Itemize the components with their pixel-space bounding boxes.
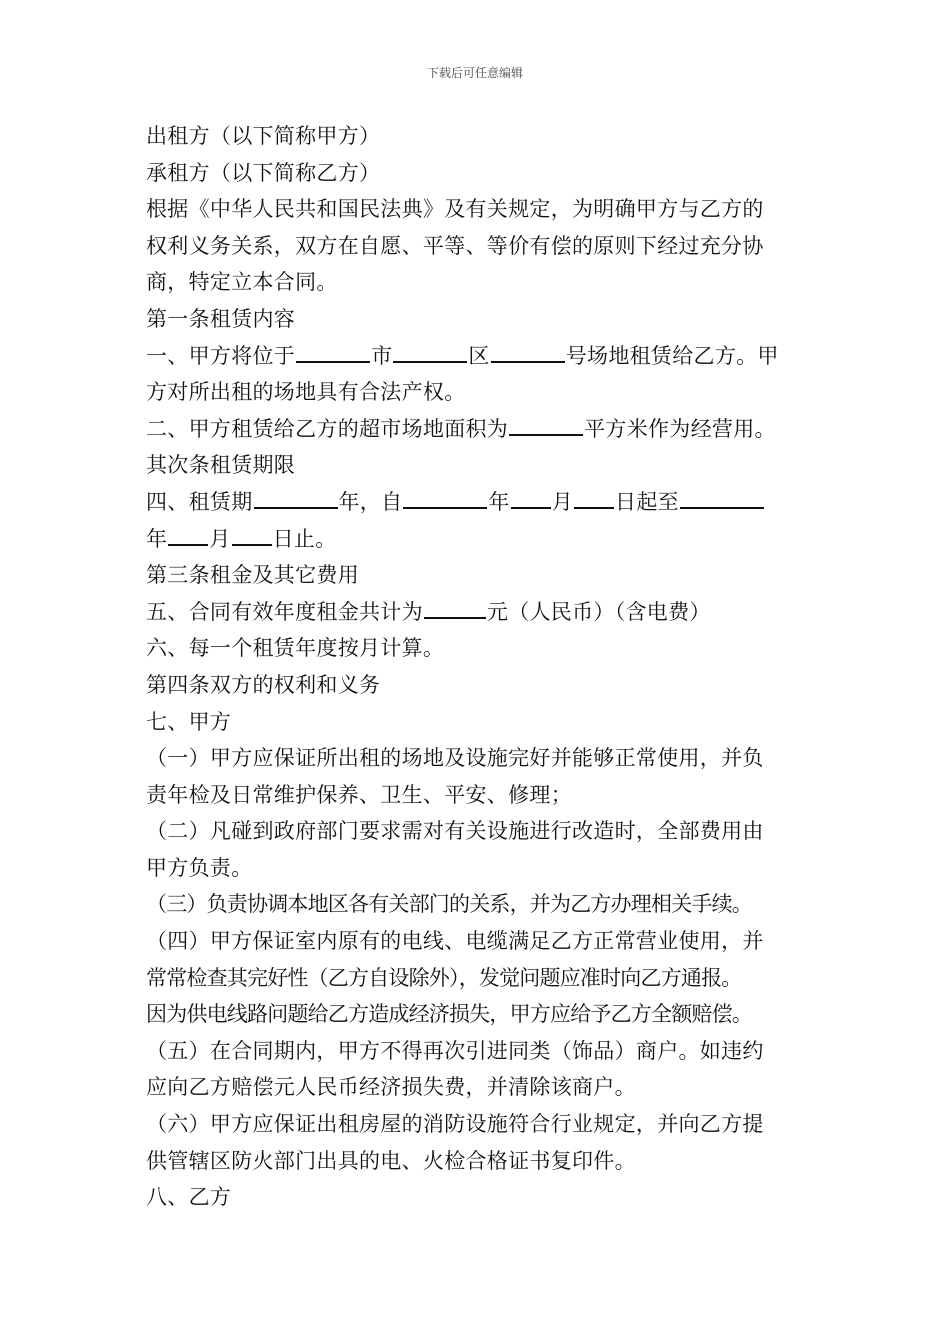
clause-4-text-d: 月 — [551, 489, 574, 514]
clause-7-6-line-1: （六）甲方应保证出租房屋的消防设施符合行业规定，并向乙方提 — [146, 1112, 764, 1137]
clause-8-heading: 八、乙方 — [146, 1185, 232, 1210]
clause-7-5-line-1: （五）在合同期内，甲方不得再次引进同类（饰品）商户。如违约 — [146, 1038, 764, 1063]
clause-7-heading: 七、甲方 — [146, 709, 232, 734]
clause-2-line — [146, 411, 822, 448]
clause-1-text-c: 区 — [468, 343, 490, 368]
clause-4-text-f: 年 — [146, 526, 168, 551]
area-blank — [509, 416, 583, 436]
clause-2-text-a: 二、甲方租赁给乙方的超市场地面积为 — [146, 416, 509, 441]
clause-7-1-line-2: 责年检及日常维护保养、卫生、平安、修理； — [146, 782, 572, 807]
clause-7-4-line-3: 因为供电线路问题给乙方造成经济损失，甲方应给予乙方全额赔偿。 — [146, 1002, 752, 1027]
preamble-line-1: 根据《中华人民共和国民法典》及有关规定，为明确甲方与乙方的 — [146, 197, 764, 222]
preamble-line-2: 权利义务关系，双方在自愿、平等、等价有偿的原则下经过充分协 — [146, 233, 764, 258]
clause-7-4-line-2: 常常检查其完好性（乙方自设除外），发觉问题应准时向乙方通报。 — [146, 965, 742, 990]
start-month-blank — [511, 489, 551, 509]
article-2-heading: 其次条租赁期限 — [146, 453, 296, 478]
clause-1-text-a: 一、甲方将位于 — [146, 343, 296, 368]
clause-7-2-line-2: 甲方负责。 — [146, 855, 253, 880]
clause-1-line-2: 方对所出租的场地具有合法产权。 — [146, 380, 466, 405]
contract-body — [146, 118, 822, 1216]
clause-4-text-g: 月 — [209, 526, 231, 551]
clause-7-2-line-1: （二）凡碰到政府部门要求需对有关设施进行改造时，全部费用由 — [146, 819, 764, 844]
clause-7-4-line-1: （四）甲方保证室内原有的电线、电缆满足乙方正常营业使用，并 — [146, 929, 764, 954]
clause-7-3-line: （三）负责协调本地区各有关部门的关系，并为乙方办理相关手续。 — [146, 892, 752, 917]
city-blank — [296, 343, 370, 363]
end-day-blank — [232, 526, 272, 546]
clause-7-5-line-2: 应向乙方赔偿元人民币经济损失费，并清除该商户。 — [146, 1075, 636, 1100]
article-4-heading: 第四条双方的权利和义务 — [146, 672, 381, 697]
end-month-blank — [168, 526, 208, 546]
clause-4-text-a: 四、租赁期 — [146, 489, 253, 514]
article-3-heading: 第三条租金及其它费用 — [146, 563, 359, 588]
clause-4-line-2 — [146, 521, 822, 558]
district-blank — [393, 343, 467, 363]
clause-5-text-a: 五、合同有效年度租金共计为 — [146, 599, 423, 624]
clause-5-line — [146, 594, 822, 631]
article-1-heading: 第一条租赁内容 — [146, 306, 296, 331]
clause-1-text-d: 号场地租赁给乙方。甲 — [565, 343, 779, 368]
clause-2-text-b: 平方米作为经营用。 — [584, 416, 776, 441]
rent-amount-blank — [424, 599, 486, 619]
term-years-blank — [254, 489, 338, 509]
clause-4-line-1 — [146, 484, 822, 521]
clause-1-text-b: 市 — [371, 343, 393, 368]
clause-4-text-c: 年 — [488, 489, 510, 514]
preamble-line-3: 商，特定立本合同。 — [146, 270, 338, 295]
clause-4-text-h: 日止。 — [272, 526, 337, 551]
clause-1-line-1 — [146, 338, 822, 375]
lessee-line: 承租方（以下简称乙方） — [146, 160, 381, 185]
end-year-blank — [680, 489, 764, 509]
page-header-note: 下载后可任意编辑 — [426, 66, 523, 80]
start-day-blank — [574, 489, 614, 509]
clause-7-6-line-2: 供管辖区防火部门出具的电、火检合格证书复印件。 — [146, 1148, 636, 1173]
site-number-blank — [491, 343, 565, 363]
clause-7-1-line-1: （一）甲方应保证所出租的场地及设施完好并能够正常使用，并负 — [146, 746, 764, 771]
clause-4-text-b: 年，自 — [338, 489, 403, 514]
clause-5-text-b: 元（人民币）（含电费） — [486, 599, 711, 624]
clause-4-text-e: 日起至 — [615, 489, 679, 514]
start-year-blank — [403, 489, 487, 509]
lessor-line: 出租方（以下简称甲方） — [146, 124, 381, 148]
clause-6-line: 六、每一个租赁年度按月计算。 — [146, 636, 445, 661]
